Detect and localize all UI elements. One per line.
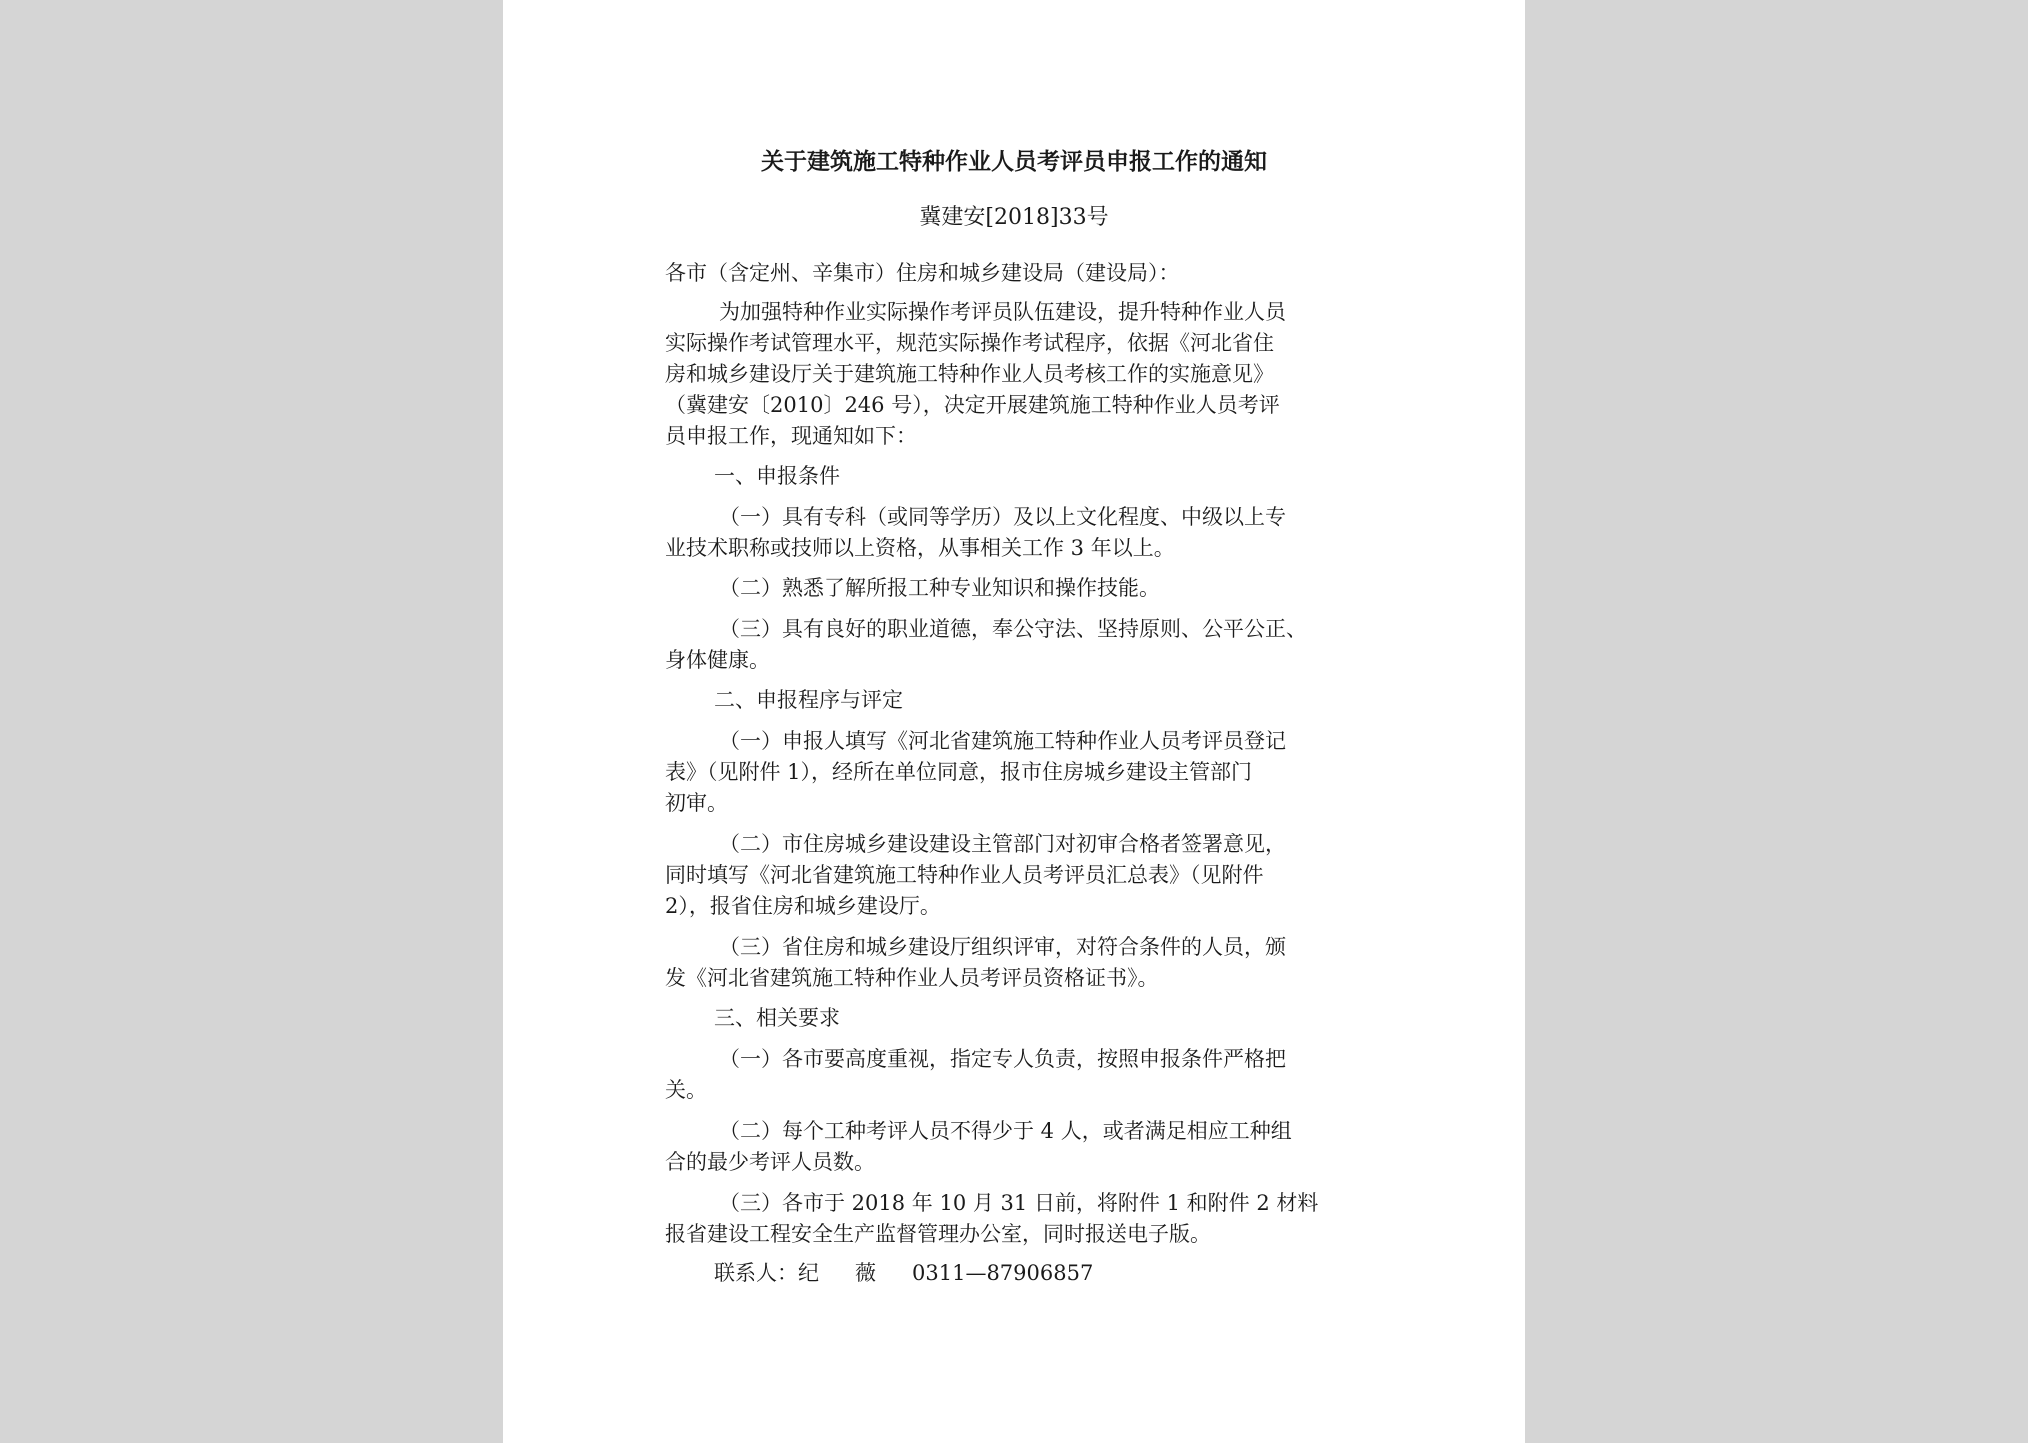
intro-line: 员申报工作，现通知如下： xyxy=(665,424,917,448)
paragraph-line: 表》（见附件 1），经所在单位同意，报市住房城乡建设主管部门 xyxy=(665,760,1253,784)
paragraph-line: （三）省住房和城乡建设厅组织评审，对符合条件的人员，颁 xyxy=(719,935,1286,959)
paragraph-line: 业技术职称或技师以上资格，从事相关工作 3 年以上。 xyxy=(665,536,1175,560)
intro-line: 为加强特种作业实际操作考评员队伍建设，提升特种作业人员 xyxy=(719,300,1286,324)
intro-line: 实际操作考试管理水平，规范实际操作考试程序，依据《河北省住 xyxy=(665,331,1274,355)
contact-label: 联系人：纪 xyxy=(714,1261,819,1285)
paragraph-line: （二）熟悉了解所报工种专业知识和操作技能。 xyxy=(719,576,1160,600)
document-number: 冀建安[2018]33号 xyxy=(919,205,1109,230)
paragraph-line: 初审。 xyxy=(665,791,728,815)
intro-line: （冀建安〔2010〕246 号），决定开展建筑施工特种作业人员考评 xyxy=(665,393,1280,417)
paragraph-line: 身体健康。 xyxy=(665,648,770,672)
paragraph-line: （一）具有专科（或同等学历）及以上文化程度、中级以上专 xyxy=(719,505,1286,529)
document-page xyxy=(503,0,1525,1443)
paragraph-line: 关。 xyxy=(665,1078,707,1102)
contact-phone: 0311—87906857 xyxy=(912,1261,1094,1285)
document-title: 关于建筑施工特种作业人员考评员申报工作的通知 xyxy=(761,148,1267,175)
section-heading: 二、申报程序与评定 xyxy=(714,688,903,712)
section-heading: 三、相关要求 xyxy=(714,1006,840,1030)
paragraph-line: （一）申报人填写《河北省建筑施工特种作业人员考评员登记 xyxy=(719,729,1286,753)
paragraph-line: 2），报省住房和城乡建设厅。 xyxy=(665,894,941,918)
paragraph-line: 同时填写《河北省建筑施工特种作业人员考评员汇总表》（见附件 xyxy=(665,863,1264,887)
paragraph-line: （二）每个工种考评人员不得少于 4 人，或者满足相应工种组 xyxy=(719,1119,1292,1143)
paragraph-line: 报省建设工程安全生产监督管理办公室，同时报送电子版。 xyxy=(665,1222,1211,1246)
paragraph-line: （一）各市要高度重视，指定专人负责，按照申报条件严格把 xyxy=(719,1047,1286,1071)
section-heading: 一、申报条件 xyxy=(714,464,840,488)
contact-name-end: 薇 xyxy=(855,1261,876,1285)
paragraph-line: （二）市住房城乡建设建设主管部门对初审合格者签署意见， xyxy=(719,832,1286,856)
paragraph-line: 发《河北省建筑施工特种作业人员考评员资格证书》。 xyxy=(665,966,1159,990)
salutation: 各市（含定州、辛集市）住房和城乡建设局（建设局）： xyxy=(665,261,1180,285)
contact-line xyxy=(714,1258,1093,1288)
paragraph-line: 合的最少考评人员数。 xyxy=(665,1150,875,1174)
intro-line: 房和城乡建设厅关于建筑施工特种作业人员考核工作的实施意见》 xyxy=(665,362,1274,386)
paragraph-line: （三）具有良好的职业道德，奉公守法、坚持原则、公平公正、 xyxy=(719,617,1307,641)
paragraph-line: （三）各市于 2018 年 10 月 31 日前，将附件 1 和附件 2 材料 xyxy=(719,1191,1319,1215)
